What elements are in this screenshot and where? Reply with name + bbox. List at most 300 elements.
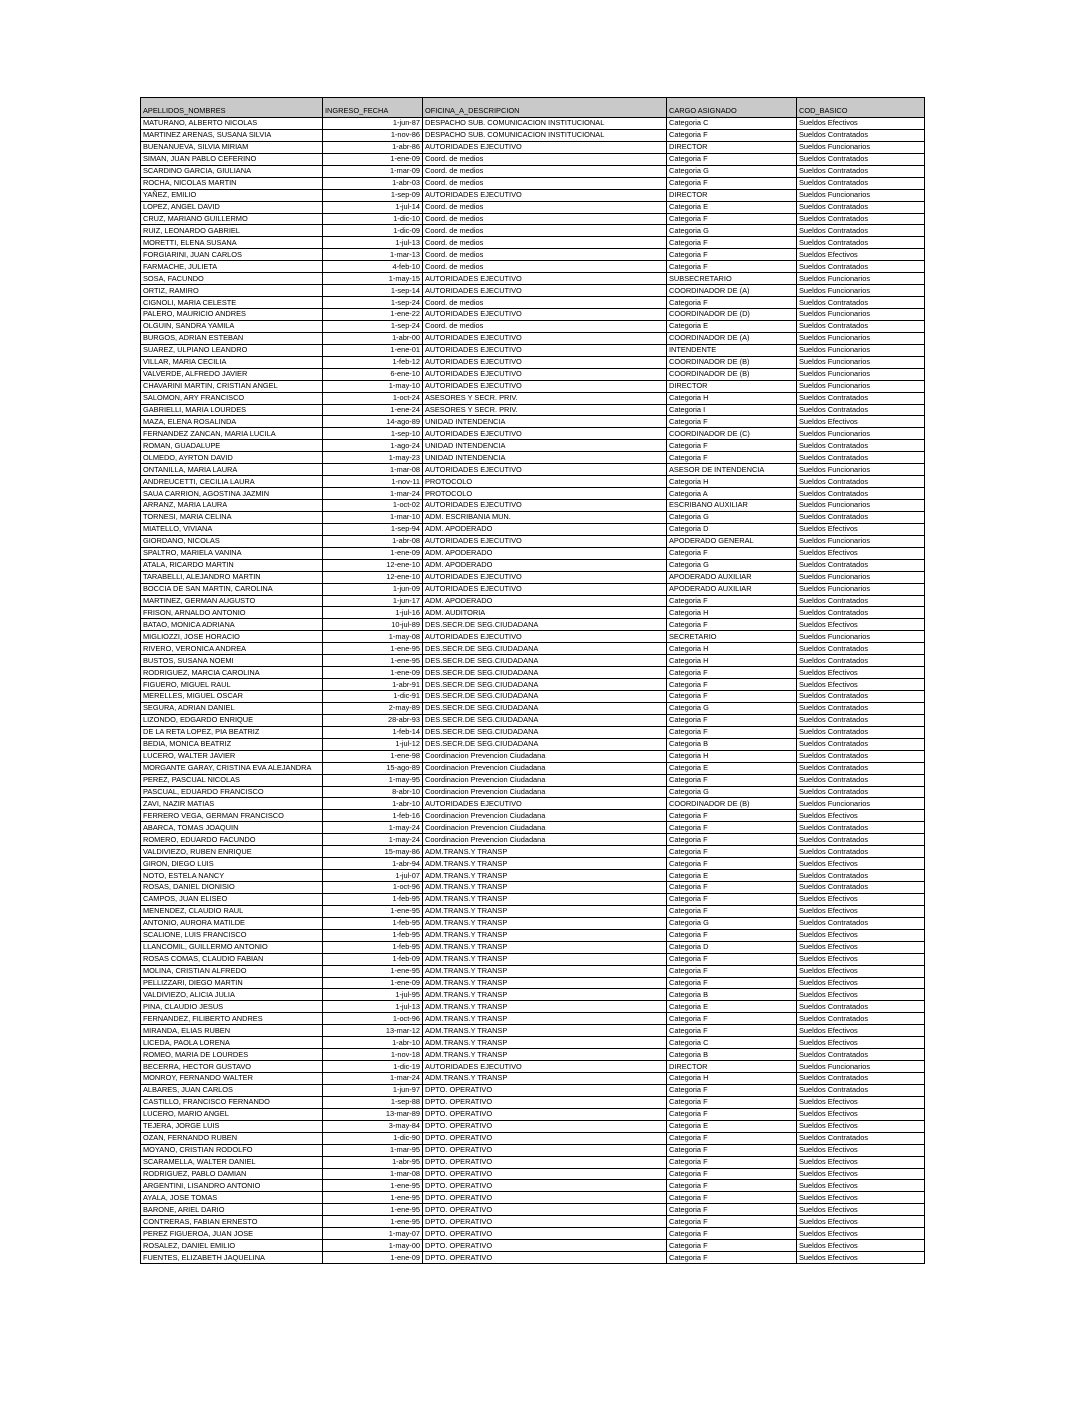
cell-apellidos-nombres: SEGURA, ADRIAN DANIEL — [141, 702, 323, 714]
cell-apellidos-nombres: OLMEDO, AYRTON DAVID — [141, 452, 323, 464]
cell-cargo-asignado: Categoria H — [667, 607, 797, 619]
cell-cod-basico: Sueldos Contratados — [797, 320, 925, 332]
cell-apellidos-nombres: MOLINA, CRISTIAN ALFREDO — [141, 965, 323, 977]
cell-apellidos-nombres: CASTILLO, FRANCISCO FERNANDO — [141, 1096, 323, 1108]
employee-table — [140, 97, 925, 1264]
cell-cargo-asignado: Categoria G — [667, 165, 797, 177]
cell-cod-basico: Sueldos Funcionarios — [797, 189, 925, 201]
cell-cargo-asignado: Categoria D — [667, 523, 797, 535]
cell-apellidos-nombres: BOCCIA DE SAN MARTIN, CAROLINA — [141, 583, 323, 595]
cell-cod-basico: Sueldos Contratados — [797, 440, 925, 452]
cell-cod-basico: Sueldos Funcionarios — [797, 356, 925, 368]
cell-oficina-descripcion: Coord. de medios — [423, 237, 667, 249]
cell-ingreso-fecha: 1-ene-22 — [323, 309, 423, 321]
cell-ingreso-fecha: 1-mar-95 — [323, 1144, 423, 1156]
cell-apellidos-nombres: SALOMON, ARY FRANCISCO — [141, 392, 323, 404]
cell-cargo-asignado: Categoria F — [667, 177, 797, 189]
cell-oficina-descripcion: DES.SECR.DE SEG.CIUDADANA — [423, 691, 667, 703]
cell-apellidos-nombres: GABRIELLI, MARIA LOURDES — [141, 404, 323, 416]
table-row — [141, 941, 925, 953]
cell-apellidos-nombres: FARMACHE, JULIETA — [141, 261, 323, 273]
cell-cargo-asignado: Categoria B — [667, 1049, 797, 1061]
cell-apellidos-nombres: FORGIARINI, JUAN CARLOS — [141, 249, 323, 261]
cell-oficina-descripcion: DES.SECR.DE SEG.CIUDADANA — [423, 643, 667, 655]
cell-cargo-asignado: Categoria F — [667, 929, 797, 941]
cell-ingreso-fecha: 1-ene-09 — [323, 153, 423, 165]
cell-cargo-asignado: COORDINADOR DE (D) — [667, 309, 797, 321]
cell-cod-basico: Sueldos Contratados — [797, 452, 925, 464]
cell-cargo-asignado: Categoria G — [667, 559, 797, 571]
cell-apellidos-nombres: SIMAN, JUAN PABLO CEFERINO — [141, 153, 323, 165]
cell-cod-basico: Sueldos Contratados — [797, 476, 925, 488]
cell-cargo-asignado: Categoria F — [667, 595, 797, 607]
cell-cod-basico: Sueldos Funcionarios — [797, 368, 925, 380]
cell-apellidos-nombres: RODRIGUEZ, MARCIA CAROLINA — [141, 667, 323, 679]
cell-apellidos-nombres: MATURANO, ALBERTO NICOLAS — [141, 118, 323, 130]
cell-ingreso-fecha: 1-mar-08 — [323, 1168, 423, 1180]
cell-oficina-descripcion: AUTORIDADES EJECUTIVO — [423, 380, 667, 392]
cell-cargo-asignado: Categoria F — [667, 1180, 797, 1192]
cell-oficina-descripcion: DES.SECR.DE SEG.CIUDADANA — [423, 702, 667, 714]
cell-cod-basico: Sueldos Contratados — [797, 1013, 925, 1025]
cell-ingreso-fecha: 1-may-24 — [323, 822, 423, 834]
cell-ingreso-fecha: 1-jul-14 — [323, 201, 423, 213]
cell-cargo-asignado: Categoria F — [667, 726, 797, 738]
cell-cod-basico: Sueldos Funcionarios — [797, 798, 925, 810]
cell-cod-basico: Sueldos Contratados — [797, 1001, 925, 1013]
cell-cod-basico: Sueldos Contratados — [797, 392, 925, 404]
cell-oficina-descripcion: DPTO. OPERATIVO — [423, 1252, 667, 1264]
cell-apellidos-nombres: FIGUERO, MIGUEL RAUL — [141, 679, 323, 691]
cell-cod-basico: Sueldos Contratados — [797, 917, 925, 929]
cell-cod-basico: Sueldos Efectivos — [797, 953, 925, 965]
cell-oficina-descripcion: ADM. ESCRIBANIA MUN. — [423, 511, 667, 523]
cell-ingreso-fecha: 1-feb-12 — [323, 356, 423, 368]
cell-oficina-descripcion: ADM.TRANS.Y TRANSP — [423, 941, 667, 953]
table-row — [141, 535, 925, 547]
cell-cargo-asignado: Categoria F — [667, 953, 797, 965]
cell-ingreso-fecha: 15-ago-89 — [323, 762, 423, 774]
cell-oficina-descripcion: AUTORIDADES EJECUTIVO — [423, 535, 667, 547]
cell-apellidos-nombres: ONTANILLA, MARIA LAURA — [141, 464, 323, 476]
cell-cod-basico: Sueldos Contratados — [797, 834, 925, 846]
cell-ingreso-fecha: 1-ene-98 — [323, 750, 423, 762]
cell-apellidos-nombres: FRISON, ARNALDO ANTONIO — [141, 607, 323, 619]
cell-cod-basico: Sueldos Contratados — [797, 738, 925, 750]
cell-cod-basico: Sueldos Contratados — [797, 846, 925, 858]
cell-cargo-asignado: Categoria C — [667, 118, 797, 130]
table-row — [141, 225, 925, 237]
cell-cod-basico: Sueldos Efectivos — [797, 118, 925, 130]
cell-apellidos-nombres: FERNANDEZ, FILIBERTO ANDRES — [141, 1013, 323, 1025]
cell-cargo-asignado: APODERADO AUXILIAR — [667, 583, 797, 595]
cell-apellidos-nombres: CHAVARINI MARTIN, CRISTIAN ANGEL — [141, 380, 323, 392]
cell-cod-basico: Sueldos Efectivos — [797, 619, 925, 631]
cell-cargo-asignado: Categoria F — [667, 822, 797, 834]
cell-apellidos-nombres: FERRERO VEGA, GERMAN FRANCISCO — [141, 810, 323, 822]
cell-ingreso-fecha: 1-abr-10 — [323, 798, 423, 810]
cell-cod-basico: Sueldos Contratados — [797, 129, 925, 141]
cell-oficina-descripcion: DES.SECR.DE SEG.CIUDADANA — [423, 619, 667, 631]
table-row — [141, 368, 925, 380]
cell-cargo-asignado: Categoria F — [667, 237, 797, 249]
cell-cargo-asignado: Categoria F — [667, 1144, 797, 1156]
table-row — [141, 404, 925, 416]
cell-ingreso-fecha: 1-ene-95 — [323, 643, 423, 655]
table-row — [141, 118, 925, 130]
table-row — [141, 571, 925, 583]
cell-cod-basico: Sueldos Contratados — [797, 261, 925, 273]
cell-oficina-descripcion: AUTORIDADES EJECUTIVO — [423, 273, 667, 285]
cell-cargo-asignado: Categoria F — [667, 1132, 797, 1144]
cell-oficina-descripcion: ADM.TRANS.Y TRANSP — [423, 1001, 667, 1013]
cell-cargo-asignado: Categoria G — [667, 917, 797, 929]
cell-cargo-asignado: Categoria F — [667, 774, 797, 786]
cell-cod-basico: Sueldos Efectivos — [797, 1096, 925, 1108]
cell-oficina-descripcion: DPTO. OPERATIVO — [423, 1084, 667, 1096]
table-row — [141, 285, 925, 297]
cell-ingreso-fecha: 1-dic-91 — [323, 691, 423, 703]
table-row — [141, 655, 925, 667]
table-row — [141, 1204, 925, 1216]
cell-cargo-asignado: Categoria G — [667, 702, 797, 714]
cell-ingreso-fecha: 1-sep-24 — [323, 320, 423, 332]
cell-oficina-descripcion: DPTO. OPERATIVO — [423, 1180, 667, 1192]
cell-ingreso-fecha: 1-ene-95 — [323, 1216, 423, 1228]
table-row — [141, 631, 925, 643]
table-row — [141, 1037, 925, 1049]
cell-apellidos-nombres: VALDIVIEZO, ALICIA JULIA — [141, 989, 323, 1001]
cell-apellidos-nombres: PELLIZZARI, DIEGO MARTIN — [141, 977, 323, 989]
cell-oficina-descripcion: UNIDAD INTENDENCIA — [423, 416, 667, 428]
cell-ingreso-fecha: 1-ene-95 — [323, 1180, 423, 1192]
cell-cod-basico: Sueldos Efectivos — [797, 523, 925, 535]
cell-cod-basico: Sueldos Funcionarios — [797, 273, 925, 285]
cell-oficina-descripcion: AUTORIDADES EJECUTIVO — [423, 309, 667, 321]
cell-ingreso-fecha: 1-sep-09 — [323, 189, 423, 201]
cell-ingreso-fecha: 1-ene-09 — [323, 547, 423, 559]
cell-cod-basico: Sueldos Funcionarios — [797, 141, 925, 153]
cell-cargo-asignado: Categoria F — [667, 1013, 797, 1025]
table-row — [141, 870, 925, 882]
cell-oficina-descripcion: DES.SECR.DE SEG.CIUDADANA — [423, 667, 667, 679]
cell-cargo-asignado: Categoria F — [667, 691, 797, 703]
cell-apellidos-nombres: ALBARES, JUAN CARLOS — [141, 1084, 323, 1096]
cell-cod-basico: Sueldos Efectivos — [797, 1156, 925, 1168]
cell-apellidos-nombres: GIRON, DIEGO LUIS — [141, 858, 323, 870]
table-row — [141, 511, 925, 523]
cell-oficina-descripcion: Coordinacion Prevencion Ciudadana — [423, 762, 667, 774]
cell-apellidos-nombres: SPALTRO, MARIELA VANINA — [141, 547, 323, 559]
cell-cod-basico: Sueldos Efectivos — [797, 547, 925, 559]
cell-ingreso-fecha: 1-abr-00 — [323, 332, 423, 344]
cell-cod-basico: Sueldos Contratados — [797, 822, 925, 834]
cell-apellidos-nombres: MENENDEZ, CLAUDIO RAUL — [141, 905, 323, 917]
cell-apellidos-nombres: BUENANUEVA, SILVIA MIRIAM — [141, 141, 323, 153]
table-row — [141, 559, 925, 571]
cell-cod-basico: Sueldos Funcionarios — [797, 332, 925, 344]
cell-cod-basico: Sueldos Contratados — [797, 177, 925, 189]
cell-apellidos-nombres: ROMAN, GUADALUPE — [141, 440, 323, 452]
cell-oficina-descripcion: Coord. de medios — [423, 297, 667, 309]
cell-ingreso-fecha: 1-abr-86 — [323, 141, 423, 153]
cell-oficina-descripcion: ADM.TRANS.Y TRANSP — [423, 1049, 667, 1061]
table-row — [141, 440, 925, 452]
cell-oficina-descripcion: Coord. de medios — [423, 165, 667, 177]
cell-cargo-asignado: DIRECTOR — [667, 1061, 797, 1073]
cell-cod-basico: Sueldos Funcionarios — [797, 309, 925, 321]
table-row — [141, 965, 925, 977]
cell-oficina-descripcion: DPTO. OPERATIVO — [423, 1168, 667, 1180]
cell-oficina-descripcion: ADM.TRANS.Y TRANSP — [423, 893, 667, 905]
table-row — [141, 750, 925, 762]
cell-cargo-asignado: Categoria E — [667, 1001, 797, 1013]
cell-apellidos-nombres: PALERO, MAURICIO ANDRES — [141, 309, 323, 321]
cell-cod-basico: Sueldos Efectivos — [797, 667, 925, 679]
cell-cargo-asignado: Categoria F — [667, 679, 797, 691]
table-row — [141, 1025, 925, 1037]
cell-ingreso-fecha: 1-jun-97 — [323, 1084, 423, 1096]
cell-oficina-descripcion: ADM.TRANS.Y TRANSP — [423, 905, 667, 917]
cell-apellidos-nombres: BUSTOS, SUSANA NOEMI — [141, 655, 323, 667]
cell-apellidos-nombres: ZAVI, NAZIR MATIAS — [141, 798, 323, 810]
cell-apellidos-nombres: AYALA, JOSE TOMAS — [141, 1192, 323, 1204]
cell-ingreso-fecha: 1-ene-24 — [323, 404, 423, 416]
cell-cod-basico: Sueldos Efectivos — [797, 905, 925, 917]
cell-cod-basico: Sueldos Contratados — [797, 655, 925, 667]
header-ingreso-fecha: INGRESO_FECHA — [323, 98, 423, 118]
cell-ingreso-fecha: 12-ene-10 — [323, 559, 423, 571]
cell-apellidos-nombres: NOTO, ESTELA NANCY — [141, 870, 323, 882]
cell-apellidos-nombres: FERNANDEZ ZANCAN, MARIA LUCILA — [141, 428, 323, 440]
cell-cargo-asignado: Categoria D — [667, 941, 797, 953]
table-row — [141, 249, 925, 261]
table-header — [141, 98, 925, 118]
cell-cargo-asignado: Categoria H — [667, 1073, 797, 1085]
cell-apellidos-nombres: ROSALEZ, DANIEL EMILIO — [141, 1240, 323, 1252]
cell-oficina-descripcion: Coordinacion Prevencion Ciudadana — [423, 810, 667, 822]
table-row — [141, 1156, 925, 1168]
cell-oficina-descripcion: Coord. de medios — [423, 201, 667, 213]
header-row — [141, 98, 925, 118]
cell-ingreso-fecha: 1-may-00 — [323, 1240, 423, 1252]
table-row — [141, 1049, 925, 1061]
cell-oficina-descripcion: PROTOCOLO — [423, 476, 667, 488]
cell-oficina-descripcion: AUTORIDADES EJECUTIVO — [423, 356, 667, 368]
cell-ingreso-fecha: 8-abr-10 — [323, 786, 423, 798]
cell-apellidos-nombres: LUCERO, WALTER JAVIER — [141, 750, 323, 762]
cell-ingreso-fecha: 13-mar-12 — [323, 1025, 423, 1037]
cell-ingreso-fecha: 1-feb-95 — [323, 941, 423, 953]
table-row — [141, 1001, 925, 1013]
table-row — [141, 1096, 925, 1108]
table-row — [141, 344, 925, 356]
cell-apellidos-nombres: CIGNOLI, MARIA CELESTE — [141, 297, 323, 309]
cell-cod-basico: Sueldos Efectivos — [797, 1216, 925, 1228]
cell-cod-basico: Sueldos Contratados — [797, 297, 925, 309]
cell-oficina-descripcion: ADM.TRANS.Y TRANSP — [423, 882, 667, 894]
cell-apellidos-nombres: FUENTES, ELIZABETH JAQUELINA — [141, 1252, 323, 1264]
cell-cargo-asignado: Categoria E — [667, 1120, 797, 1132]
cell-apellidos-nombres: YAÑEZ, EMILIO — [141, 189, 323, 201]
cell-cod-basico: Sueldos Funcionarios — [797, 380, 925, 392]
cell-cargo-asignado: ESCRIBANO AUXILIAR — [667, 500, 797, 512]
cell-ingreso-fecha: 4-feb-10 — [323, 261, 423, 273]
cell-ingreso-fecha: 15-may-86 — [323, 846, 423, 858]
cell-ingreso-fecha: 1-abr-08 — [323, 535, 423, 547]
cell-oficina-descripcion: DPTO. OPERATIVO — [423, 1240, 667, 1252]
cell-ingreso-fecha: 14-ago-89 — [323, 416, 423, 428]
table-row — [141, 1013, 925, 1025]
cell-ingreso-fecha: 1-may-95 — [323, 774, 423, 786]
cell-oficina-descripcion: AUTORIDADES EJECUTIVO — [423, 571, 667, 583]
table-row — [141, 1061, 925, 1073]
cell-cargo-asignado: Categoria F — [667, 547, 797, 559]
cell-apellidos-nombres: SCARAMELLA, WALTER DANIEL — [141, 1156, 323, 1168]
cell-cargo-asignado: Categoria F — [667, 297, 797, 309]
cell-oficina-descripcion: Coord. de medios — [423, 261, 667, 273]
cell-cargo-asignado: COORDINADOR DE (B) — [667, 368, 797, 380]
cell-apellidos-nombres: LLANCOMIL, GUILLERMO ANTONIO — [141, 941, 323, 953]
cell-oficina-descripcion: DPTO. OPERATIVO — [423, 1096, 667, 1108]
table-row — [141, 977, 925, 989]
table-row — [141, 380, 925, 392]
cell-ingreso-fecha: 3-may-84 — [323, 1120, 423, 1132]
table-row — [141, 774, 925, 786]
header-cod-basico: COD_BASICO — [797, 98, 925, 118]
table-row — [141, 834, 925, 846]
cell-ingreso-fecha: 2-may-89 — [323, 702, 423, 714]
cell-ingreso-fecha: 1-jun-17 — [323, 595, 423, 607]
cell-ingreso-fecha: 1-jul-07 — [323, 870, 423, 882]
cell-oficina-descripcion: AUTORIDADES EJECUTIVO — [423, 798, 667, 810]
cell-cargo-asignado: Categoria F — [667, 440, 797, 452]
cell-cargo-asignado: Categoria F — [667, 846, 797, 858]
cell-ingreso-fecha: 1-may-23 — [323, 452, 423, 464]
cell-cargo-asignado: COORDINADOR DE (B) — [667, 356, 797, 368]
cell-ingreso-fecha: 1-may-10 — [323, 380, 423, 392]
table-row — [141, 619, 925, 631]
cell-ingreso-fecha: 6-ene-10 — [323, 368, 423, 380]
cell-cargo-asignado: Categoria H — [667, 750, 797, 762]
cell-ingreso-fecha: 1-dic-19 — [323, 1061, 423, 1073]
cell-cod-basico: Sueldos Contratados — [797, 786, 925, 798]
cell-cargo-asignado: Categoria F — [667, 261, 797, 273]
cell-oficina-descripcion: AUTORIDADES EJECUTIVO — [423, 189, 667, 201]
cell-cod-basico: Sueldos Efectivos — [797, 1025, 925, 1037]
cell-cargo-asignado: Categoria F — [667, 714, 797, 726]
cell-ingreso-fecha: 1-sep-24 — [323, 297, 423, 309]
table-row — [141, 392, 925, 404]
cell-cargo-asignado: Categoria F — [667, 452, 797, 464]
cell-cod-basico: Sueldos Contratados — [797, 762, 925, 774]
cell-ingreso-fecha: 1-abr-91 — [323, 679, 423, 691]
cell-apellidos-nombres: LOPEZ, ANGEL DAVID — [141, 201, 323, 213]
cell-oficina-descripcion: DES.SECR.DE SEG.CIUDADANA — [423, 679, 667, 691]
cell-ingreso-fecha: 1-jun-09 — [323, 583, 423, 595]
cell-apellidos-nombres: GIORDANO, NICOLAS — [141, 535, 323, 547]
cell-cod-basico: Sueldos Contratados — [797, 1084, 925, 1096]
cell-cod-basico: Sueldos Efectivos — [797, 1240, 925, 1252]
cell-ingreso-fecha: 1-ene-01 — [323, 344, 423, 356]
cell-apellidos-nombres: OZAN, FERNANDO RUBEN — [141, 1132, 323, 1144]
cell-cod-basico: Sueldos Efectivos — [797, 1192, 925, 1204]
cell-cod-basico: Sueldos Contratados — [797, 559, 925, 571]
cell-cod-basico: Sueldos Efectivos — [797, 1168, 925, 1180]
cell-cod-basico: Sueldos Efectivos — [797, 1180, 925, 1192]
cell-ingreso-fecha: 1-jul-95 — [323, 989, 423, 1001]
cell-oficina-descripcion: Coord. de medios — [423, 177, 667, 189]
cell-oficina-descripcion: AUTORIDADES EJECUTIVO — [423, 285, 667, 297]
cell-ingreso-fecha: 1-feb-09 — [323, 953, 423, 965]
cell-cod-basico: Sueldos Contratados — [797, 153, 925, 165]
cell-cod-basico: Sueldos Contratados — [797, 870, 925, 882]
table-row — [141, 416, 925, 428]
cell-oficina-descripcion: Coord. de medios — [423, 153, 667, 165]
table-row — [141, 332, 925, 344]
table-row — [141, 595, 925, 607]
cell-cod-basico: Sueldos Efectivos — [797, 416, 925, 428]
cell-ingreso-fecha: 1-abr-03 — [323, 177, 423, 189]
cell-ingreso-fecha: 1-feb-95 — [323, 893, 423, 905]
table-row — [141, 762, 925, 774]
cell-cargo-asignado: Categoria I — [667, 404, 797, 416]
cell-ingreso-fecha: 1-feb-95 — [323, 917, 423, 929]
cell-ingreso-fecha: 1-feb-16 — [323, 810, 423, 822]
cell-cod-basico: Sueldos Efectivos — [797, 810, 925, 822]
cell-oficina-descripcion: AUTORIDADES EJECUTIVO — [423, 428, 667, 440]
cell-ingreso-fecha: 1-jul-13 — [323, 237, 423, 249]
cell-apellidos-nombres: BECERRA, HECTOR GUSTAVO — [141, 1061, 323, 1073]
table-row — [141, 882, 925, 894]
cell-oficina-descripcion: DES.SECR.DE SEG.CIUDADANA — [423, 738, 667, 750]
cell-oficina-descripcion: AUTORIDADES EJECUTIVO — [423, 1061, 667, 1073]
cell-cargo-asignado: Categoria H — [667, 476, 797, 488]
cell-apellidos-nombres: DE LA RETA LOPEZ, PIA BEATRIZ — [141, 726, 323, 738]
table-row — [141, 297, 925, 309]
cell-apellidos-nombres: RUIZ, LEONARDO GABRIEL — [141, 225, 323, 237]
cell-apellidos-nombres: BURGOS, ADRIAN ESTEBAN — [141, 332, 323, 344]
cell-ingreso-fecha: 10-jul-89 — [323, 619, 423, 631]
cell-cargo-asignado: Categoria F — [667, 1192, 797, 1204]
table-row — [141, 810, 925, 822]
cell-cargo-asignado: Categoria E — [667, 320, 797, 332]
cell-oficina-descripcion: AUTORIDADES EJECUTIVO — [423, 500, 667, 512]
cell-ingreso-fecha: 1-nov-11 — [323, 476, 423, 488]
table-row — [141, 1084, 925, 1096]
cell-ingreso-fecha: 1-sep-14 — [323, 285, 423, 297]
cell-oficina-descripcion: ADM.TRANS.Y TRANSP — [423, 858, 667, 870]
cell-apellidos-nombres: SOSA, FACUNDO — [141, 273, 323, 285]
cell-ingreso-fecha: 1-ene-09 — [323, 1252, 423, 1264]
cell-oficina-descripcion: AUTORIDADES EJECUTIVO — [423, 464, 667, 476]
cell-apellidos-nombres: BATAO, MONICA ADRIANA — [141, 619, 323, 631]
cell-apellidos-nombres: ROSAS COMAS, CLAUDIO FABIAN — [141, 953, 323, 965]
cell-oficina-descripcion: ADM.TRANS.Y TRANSP — [423, 1025, 667, 1037]
cell-oficina-descripcion: DES.SECR.DE SEG.CIUDADANA — [423, 655, 667, 667]
cell-ingreso-fecha: 1-ene-95 — [323, 905, 423, 917]
table-row — [141, 1192, 925, 1204]
cell-cargo-asignado: COORDINADOR DE (A) — [667, 285, 797, 297]
cell-oficina-descripcion: ADM.TRANS.Y TRANSP — [423, 929, 667, 941]
table-row — [141, 643, 925, 655]
cell-apellidos-nombres: PEREZ, PASCUAL NICOLAS — [141, 774, 323, 786]
table-row — [141, 309, 925, 321]
cell-cargo-asignado: Categoria G — [667, 786, 797, 798]
table-row — [141, 177, 925, 189]
cell-apellidos-nombres: VALVERDE, ALFREDO JAVIER — [141, 368, 323, 380]
cell-oficina-descripcion: Coord. de medios — [423, 225, 667, 237]
